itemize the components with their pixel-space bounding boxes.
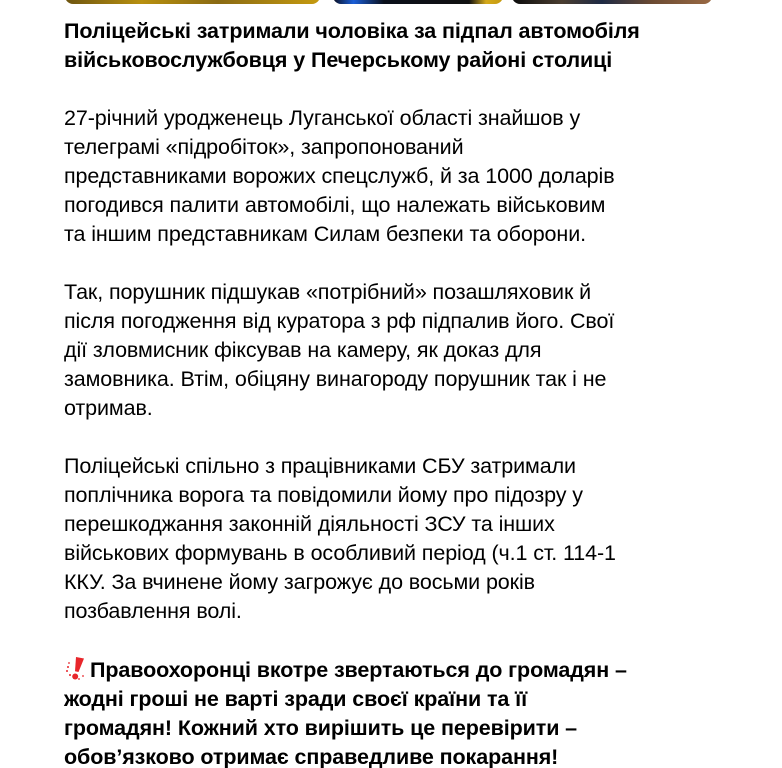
text-line: поплічника ворога та повідомили йому про підозру у: [64, 483, 583, 507]
red-exclamation-icon: [64, 655, 88, 681]
paragraph-3: [64, 452, 724, 626]
text-line: телеграмі «підробіток», запропонований: [64, 135, 464, 159]
text-line: ККУ. За вчинене йому загрожує до восьми років: [64, 570, 535, 594]
text-line: та іншим представникам Силам безпеки та оборони.: [64, 222, 586, 246]
closing-line: обов’язково отримає справедливе покарання!: [64, 745, 559, 768]
image-gallery: [0, 0, 782, 4]
paragraph-2: [64, 278, 724, 423]
text-line: позбавлення волі.: [64, 599, 242, 623]
title-line: Поліцейські затримали чоловіка за підпал автомобіля: [64, 19, 640, 43]
post-body: [64, 17, 724, 768]
paragraph-1: [64, 104, 724, 249]
text-line: Поліцейські спільно з працівниками СБУ затримали: [64, 454, 576, 478]
image-thumbnail-1[interactable]: [65, 0, 320, 4]
text-line: перешкоджання законній діяльності ЗСУ та інших: [64, 512, 555, 536]
post-title: [64, 17, 724, 75]
text-line: отримав.: [64, 396, 153, 420]
text-line: 27-річний уродженець Луганської області знайшов у: [64, 106, 581, 130]
title-line: військовослужбовця у Печерському районі столиці: [64, 48, 613, 72]
image-thumbnail-3[interactable]: [512, 0, 712, 4]
text-line: погодився палити автомобілі, що належать військовим: [64, 193, 606, 217]
text-line: представниками ворожих спецслужб, й за 1000 доларів: [64, 164, 615, 188]
image-thumbnail-2[interactable]: [333, 0, 503, 4]
text-line: військових формувань в особливий період (ч.1 ст. 114-1: [64, 541, 616, 565]
text-line: після погодження від куратора з рф підпалив його. Свої: [64, 309, 615, 333]
closing-line: громадян! Кожний хто вирішить це перевірити –: [64, 716, 578, 740]
closing-line: жодні гроші не варті зради своєї країни та її: [64, 687, 528, 711]
text-line: Так, порушник підшукав «потрібний» позашляховик й: [64, 280, 592, 304]
closing-line: Правоохоронці вкотре звертаються до громадян –: [90, 658, 627, 682]
text-line: дії зловмисник фіксував на камеру, як доказ для: [64, 338, 542, 362]
text-line: замовника. Втім, обіцяну винагороду порушник так і не: [64, 367, 607, 391]
text-line: [64, 655, 724, 685]
closing-statement: [64, 655, 724, 768]
